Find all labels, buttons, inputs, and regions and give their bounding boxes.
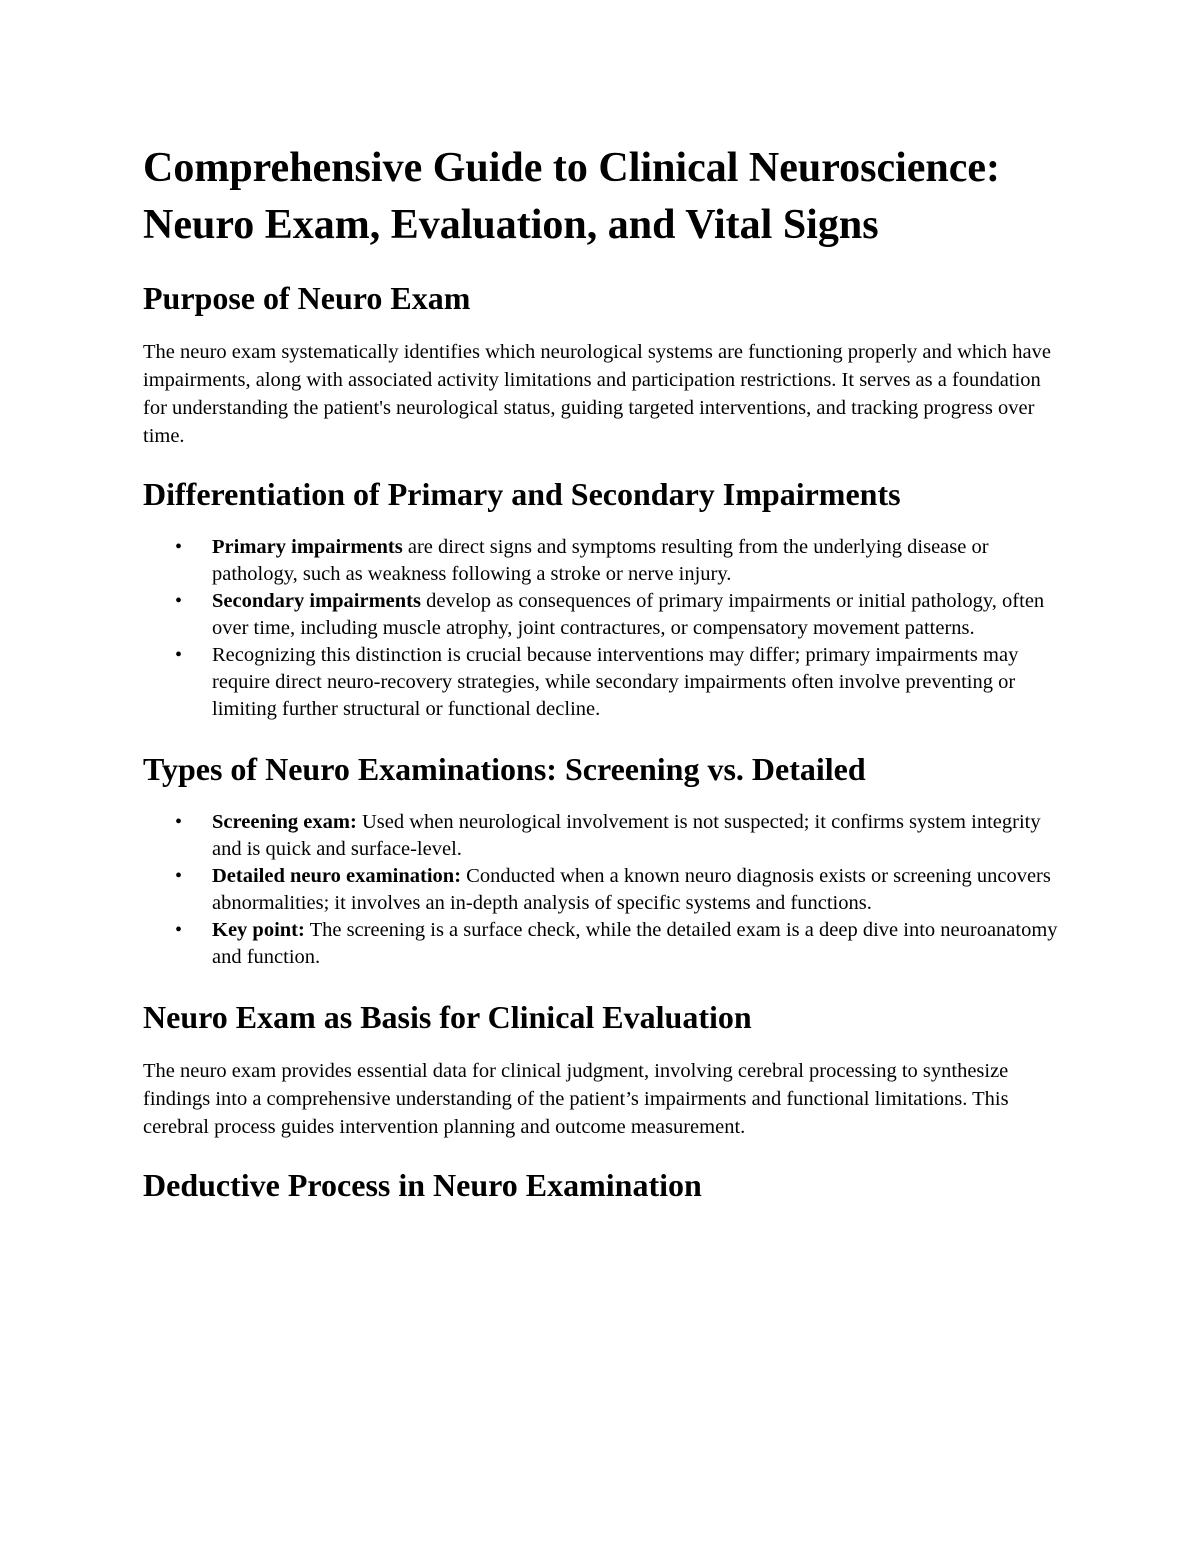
list-item-text: Conducted when a known neuro diagnosis exists or screening uncovers abnormalities; it involves an in-depth analysis of specific systems and functions. xyxy=(212,865,1051,914)
list-types xyxy=(143,809,1068,971)
section-heading-differentiation: Differentiation of Primary and Secondary Impairments xyxy=(143,476,901,512)
list-item xyxy=(143,534,1068,588)
section-heading-types: Types of Neuro Examinations: Screening vs. Detailed xyxy=(143,751,866,787)
list-item-text: develop as consequences of primary impairments or initial pathology, often over time, including muscle atrophy, joint contractures, or compensatory movement patterns. xyxy=(212,590,1045,639)
bullet-icon: • xyxy=(175,536,183,558)
list-item xyxy=(143,863,1068,917)
list-item-text: Recognizing this distinction is crucial because interventions may differ; primary impairments may require direct neuro-recovery strategies, while secondary impairments often involve preventing or limiting further structural or functional decline. xyxy=(212,644,1019,720)
bullet-icon: • xyxy=(175,811,183,833)
section-heading-deductive: Deductive Process in Neuro Examination xyxy=(143,1167,702,1203)
list-item-term: Detailed neuro examination: xyxy=(212,865,462,887)
list-item-text: The screening is a surface check, while the detailed exam is a deep dive into neuroanatomy and function. xyxy=(212,919,1058,968)
list-item xyxy=(143,917,1068,971)
list-item xyxy=(143,588,1068,642)
list-item-term: Screening exam: xyxy=(212,811,357,833)
paragraph-purpose: The neuro exam systematically identifies which neurological systems are functioning properly and which have impairments, along with associated activity limitations and participation restrictions. It serves as a foundation for understanding the patient's neurological status, guiding targeted interventions, and tracking progress over time. xyxy=(143,341,1051,447)
list-item-term: Secondary impairments xyxy=(212,590,421,612)
list-item-term: Key point: xyxy=(212,919,305,941)
list-item-text: Used when neurological involvement is not suspected; it confirms system integrity and is quick and surface-level. xyxy=(212,811,1041,860)
bullet-icon: • xyxy=(175,644,183,666)
section-heading-basis: Neuro Exam as Basis for Clinical Evaluation xyxy=(143,999,752,1035)
list-item xyxy=(143,809,1068,863)
list-item xyxy=(143,642,1068,723)
section-heading-purpose: Purpose of Neuro Exam xyxy=(143,280,471,316)
bullet-icon: • xyxy=(175,865,183,887)
bullet-icon: • xyxy=(175,919,183,941)
bullet-icon: • xyxy=(175,590,183,612)
list-differentiation xyxy=(143,534,1068,723)
list-item-term: Primary impairments xyxy=(212,536,403,558)
document-page xyxy=(143,140,1068,1225)
paragraph-basis: The neuro exam provides essential data for clinical judgment, involving cerebral processing to synthesize findings into a comprehensive understanding of the patient’s impairments and functional limitations. This cerebral process guides intervention planning and outcome measurement. xyxy=(143,1060,1009,1138)
document-title: Comprehensive Guide to Clinical Neuroscience: Neuro Exam, Evaluation, and Vital Signs xyxy=(143,145,1001,248)
list-item-text: are direct signs and symptoms resulting from the underlying disease or pathology, such as weakness following a stroke or nerve injury. xyxy=(212,536,989,585)
